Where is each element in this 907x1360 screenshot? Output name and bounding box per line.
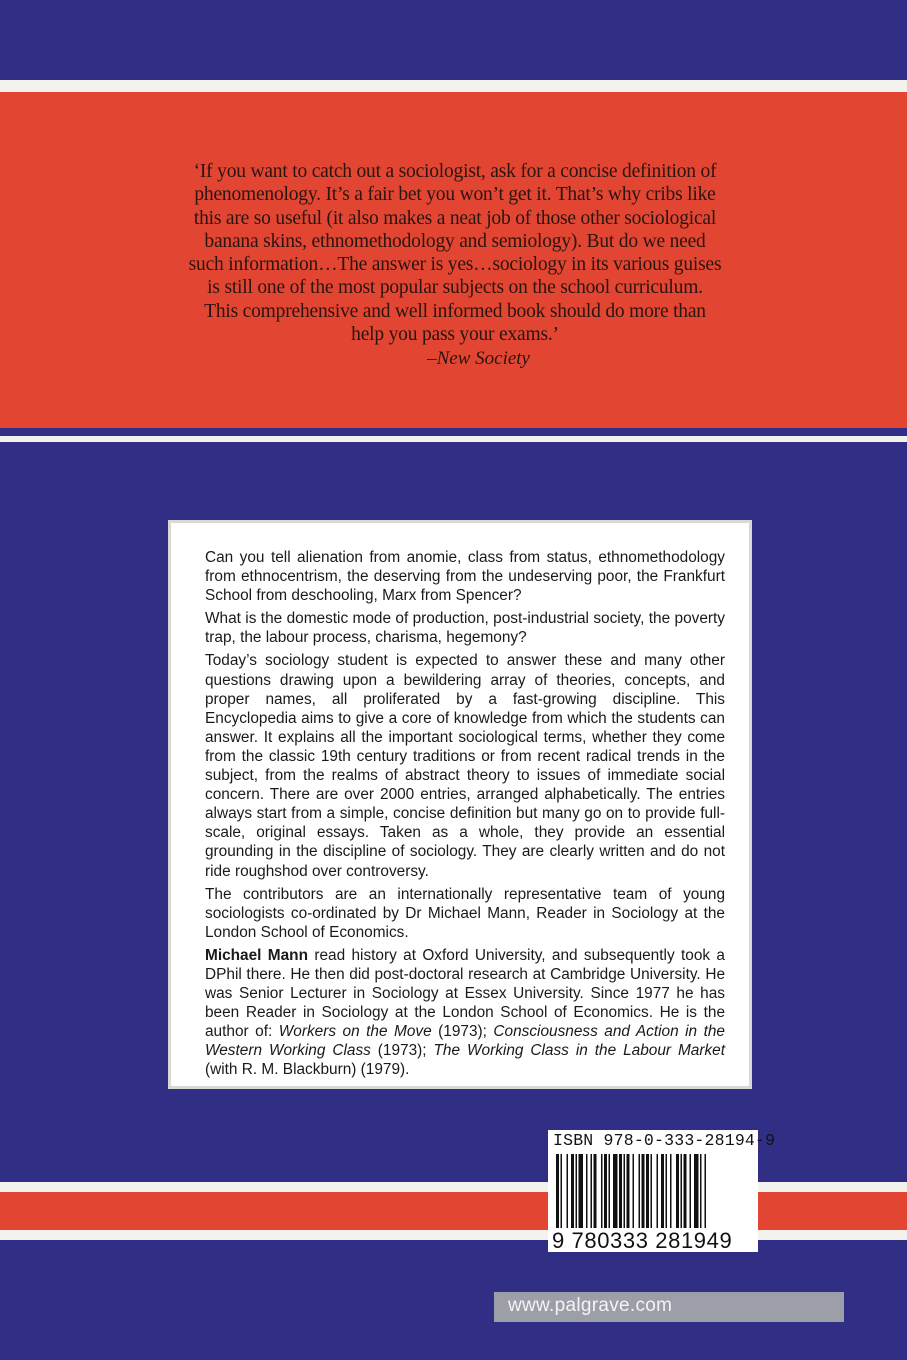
quote-line: ‘If you want to catch out a sociologist, ask for a concise definition of xyxy=(193,161,717,182)
book-title: Workers on the Move xyxy=(278,1023,432,1041)
quote-line: this are so useful (it also makes a neat job of those other sociological xyxy=(193,207,717,229)
bottom-red-band xyxy=(0,1192,907,1230)
publisher-url[interactable]: www.palgrave.com xyxy=(508,1295,673,1316)
description-paragraph: What is the domestic mode of production, post-industrial society, the poverty trap, the labour process, charisma, hegemony? xyxy=(205,610,725,647)
description-paragraph: Today’s sociology student is expected to answer these and many other questions drawing upon a bewildering array of theories, concepts, and proper names, all proliferated by a fast-growing discipline. This Encyclopedia aims to give a core of knowledge from which the students can answer. It explains all the important sociological terms, whether they come from the classic 19th century traditions or from recent radical trends in the subject, from the realms of abstract theory to issues of immediate social concern. There are over 2000 entries, arranged alphabetically. The entries always start from a simple, concise definition but many go on to provide full-scale, original essays. Taken as a whole, they provide an essential grounding in the discipline of sociology. They are clearly written and do not ride roughshod over controversy. xyxy=(205,652,725,880)
quote-line: phenomenology. It’s a fair bet you won’t get it. That’s why cribs like xyxy=(194,184,716,206)
author-bio xyxy=(205,946,725,1080)
description-paragraph: The contributors are an internationally representative team of young sociologists co-ordinated by Dr Michael Mann, Reader in Sociology at the London School of Economics. xyxy=(205,885,725,941)
book-title: The Working Class in the Labour Market xyxy=(433,1042,725,1060)
isbn-number: ISBN 978-0-333-28194-9 xyxy=(553,1131,776,1150)
quote-line: banana skins, ethnomethodology and semiology). But do we need xyxy=(204,230,706,252)
book-title: Consciousness and Action in the Western Working Class xyxy=(205,1023,725,1060)
review-quote xyxy=(150,160,760,346)
bio-text: (1973); xyxy=(431,1023,494,1041)
author-bio-text: read history at Oxford University, and subsequently took a DPhil there. He then did post-doctoral research at Cambridge University. He was Senior Lecturer in Sociology at Essex University. Since 1977 he has been Reader in Sociology at the London School of Economics. He is the author of: xyxy=(205,946,725,1041)
top-white-stripe xyxy=(0,436,907,442)
quote-line: help you pass your exams.’ xyxy=(351,324,559,346)
quote-line: This comprehensive and well informed book should do more than xyxy=(204,300,706,322)
bio-text: (1973); xyxy=(370,1042,434,1060)
ean-number: 9 780333 281949 xyxy=(552,1228,733,1253)
isbn-barcode xyxy=(548,1130,776,1253)
quote-source: –New Society xyxy=(427,348,530,369)
quote-line: such information…The answer is yes…sociology in its various guises xyxy=(188,254,722,276)
bio-text: (with R. M. Blackburn) (1979). xyxy=(205,1061,410,1079)
author-name: Michael Mann xyxy=(205,946,308,964)
quote-line: is still one of the most popular subjects on the school curriculum. xyxy=(207,277,703,299)
description-paragraph: Can you tell alienation from anomie, class from status, ethnomethodology from ethnocentrism, the deserving from the undeserving poor, the Frankfurt School from deschooling, Marx from Spencer? xyxy=(205,549,725,605)
book-description xyxy=(205,548,725,1084)
